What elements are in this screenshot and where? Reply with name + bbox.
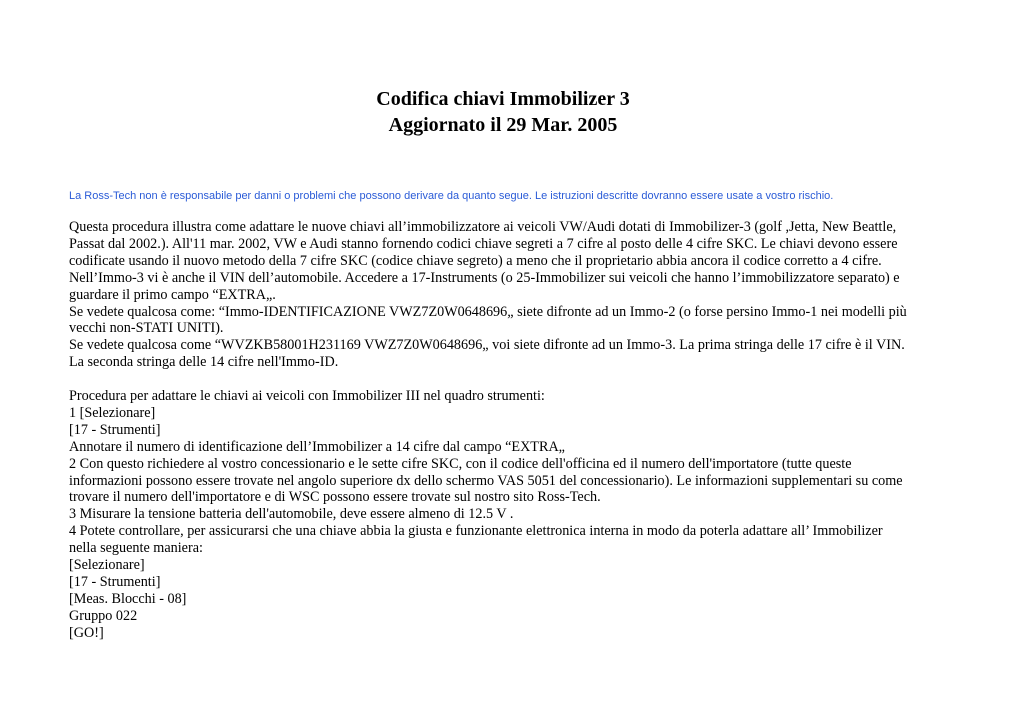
- paragraph-gap: [69, 371, 949, 388]
- procedure-line: trovare il numero dell'importatore e di WSC possono essere trovate sul nostro sito Ross-Tech.: [69, 489, 601, 506]
- procedure-line: [17 - Strumenti]: [69, 421, 161, 438]
- procedure-line: [GO!]: [69, 624, 104, 641]
- intro-line: Nell’Immo-3 vi è anche il VIN dell’automobile. Accedere a 17-Instruments (o 25-Immobilizer sui veicoli che hanno l’immobilizzatore separato) e: [69, 269, 900, 286]
- intro-line: Se vedete qualcosa come “WVZKB58001H231169 VWZ7Z0W0648696„ voi siete difronte ad un Immo-3. La prima stringa delle 17 cifre è il VIN.: [69, 337, 905, 354]
- disclaimer-text: La Ross-Tech non è responsabile per danni o problemi che possono derivare da quanto segue. Le istruzioni descritte dovranno essere usate a vostro rischio.: [69, 190, 834, 202]
- title-block: [0, 86, 1006, 138]
- procedure-line: 4 Potete controllare, per assicurarsi che una chiave abbia la giusta e funzionante elettronica interna in modo da poterla adattare all’ Immobilizer: [69, 523, 883, 540]
- procedure-line: 2 Con questo richiedere al vostro concessionario e le sette cifre SKC, con il codice dell'officina ed il numero dell'importatore (tutte queste: [69, 455, 852, 472]
- body-text: [69, 219, 949, 642]
- intro-line: La seconda stringa delle 14 cifre nell'Immo-ID.: [69, 354, 339, 371]
- intro-line: Questa procedura illustra come adattare le nuove chiavi all’immobilizzatore ai veicoli VW/Audi dotati di Immobilizer-3 (golf ,Jetta, New Beattle,: [69, 219, 897, 235]
- intro-line: Se vedete qualcosa come: “Immo-IDENTIFICAZIONE VWZ7Z0W0648696„ siete difronte ad un Immo-2 (o forse persino Immo-1 nei modelli più: [69, 303, 907, 320]
- page-title: Codifica chiavi Immobilizer 3: [376, 88, 630, 110]
- procedure-line: informazioni possono essere trovate nel angolo superiore dx dello schermo VAS 5051 del concessionario). Le informazioni supplementari su come: [69, 472, 903, 489]
- procedure-line: Procedura per adattare le chiavi ai veicoli con Immobilizer III nel quadro strumenti:: [69, 388, 545, 405]
- procedure-line: 3 Misurare la tensione batteria dell'automobile, deve essere almeno di 12.5 V .: [69, 506, 514, 523]
- intro-line: codificate usando il nuovo metodo della 7 cifre SKC (codice chiave segreto) a meno che il proprietario abbia ancora il codice corretto a 4 cifre.: [69, 252, 882, 269]
- procedure-line: [Meas. Blocchi - 08]: [69, 590, 187, 607]
- intro-line: vecchi non-STATI UNITI).: [69, 320, 224, 337]
- procedure-line: [17 - Strumenti]: [69, 574, 161, 591]
- procedure-line: 1 [Selezionare]: [69, 404, 156, 421]
- intro-line: guardare il primo campo “EXTRA„.: [69, 286, 276, 303]
- procedure-line: Gruppo 022: [69, 607, 138, 624]
- procedure-line: [Selezionare]: [69, 557, 145, 574]
- procedure-line: Annotare il numero di identificazione dell’Immobilizer a 14 cifre dal campo “EXTRA„: [69, 438, 565, 455]
- page-subtitle: Aggiornato il 29 Mar. 2005: [388, 114, 618, 136]
- procedure-line: nella seguente maniera:: [69, 540, 203, 557]
- intro-line: Passat dal 2002.). All'11 mar. 2002, VW e Audi stanno fornendo codici chiave segreti a 7 cifre al posto delle 4 cifre SKC. Le chiavi devono essere: [69, 235, 898, 252]
